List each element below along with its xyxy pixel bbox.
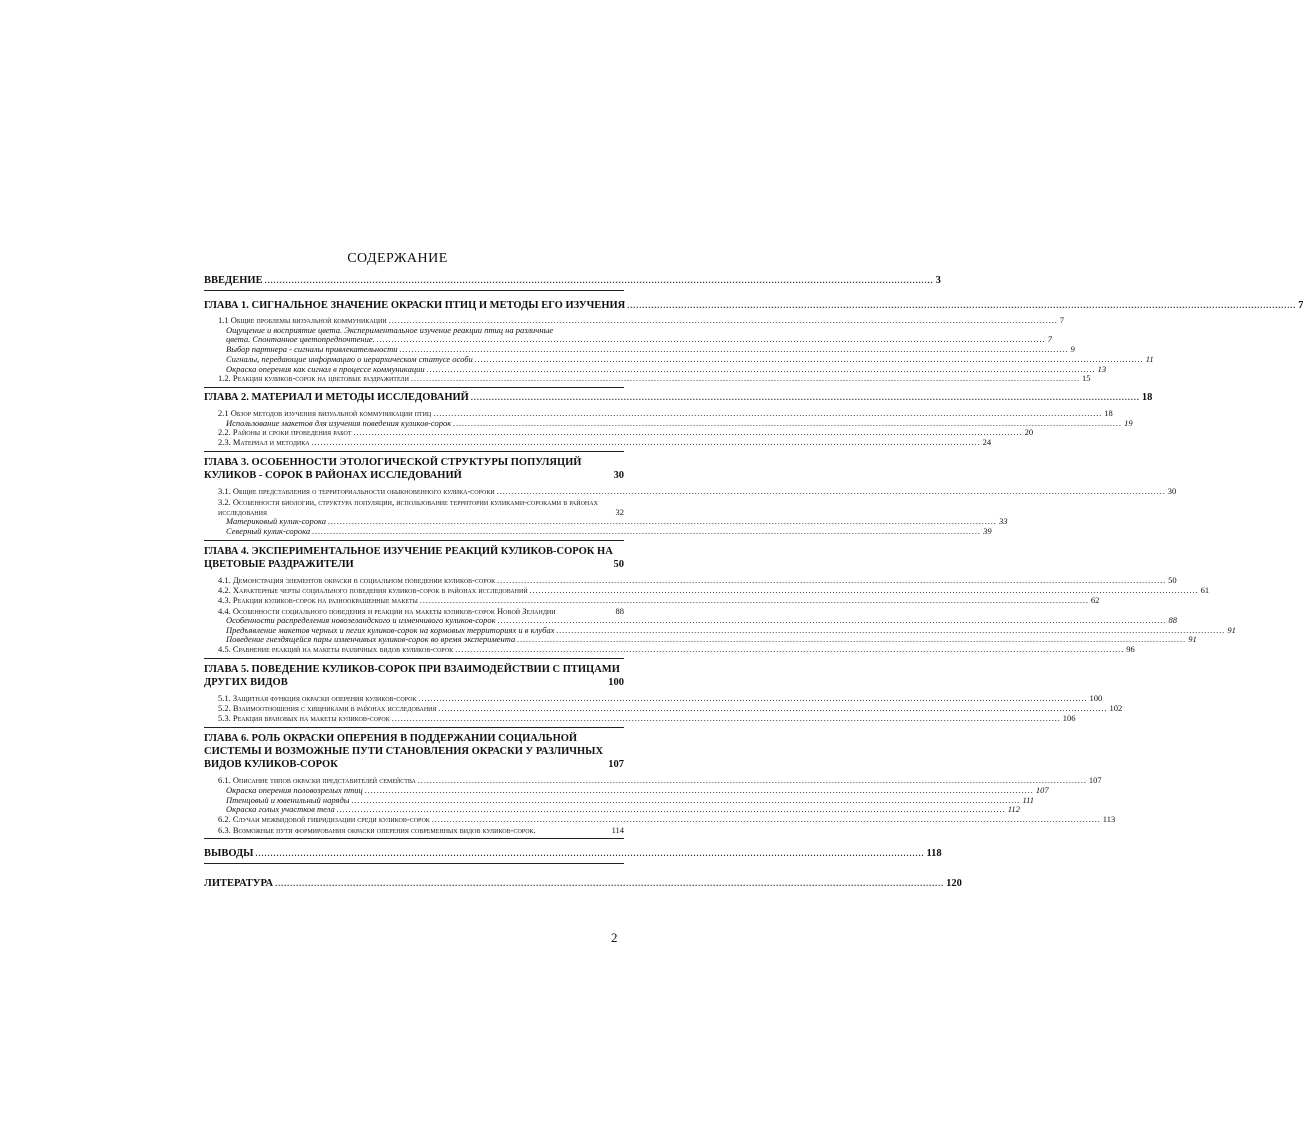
page-number: 2 [611,930,618,945]
leader-dots [275,880,944,889]
table-of-contents [204,275,1303,889]
toc-entry-3-2-b[interactable] [226,526,992,537]
toc-entry-title: 1.1 Общие проблемы визуальной коммуникации [218,315,387,326]
toc-entry-title: 5.2. Взаимоотношения с хищниками в районах исследования [218,703,437,714]
toc-entry-conclusions[interactable] [204,848,942,860]
toc-entry-chapter-5[interactable] [204,663,624,689]
leader-dots [497,488,1166,497]
toc-entry-page: 33 [998,516,1008,527]
toc-entry-page: 88 [615,605,624,616]
toc-entry-page: 11 [1145,353,1154,364]
leader-dots [400,346,1069,355]
toc-entry-chapter-6[interactable] [204,732,624,771]
toc-entry-page: 18 [1141,392,1153,404]
toc-entry-page: 107 [1088,775,1102,785]
toc-entry-title: 1.2. Реакция куликов-сорок на цветовые раздражители [218,373,409,384]
leader-dots [427,366,1096,375]
divider [204,290,624,291]
toc-entry-6-2[interactable] [218,814,1116,825]
toc-entry-title: 6.2. Случаи межвидовой гибридизации среди куликов-сорок [218,814,430,825]
toc-entry-chapter-4[interactable] [204,545,624,571]
toc-entry-title: Окраска оперения половозрелых птиц [226,784,363,795]
toc-entry-page: 30 [1167,486,1177,497]
toc-entry-title: ГЛАВА 4. ЭКСПЕРИМЕНТАЛЬНОЕ ИЗУЧЕНИЕ РЕАКЦИЙ КУЛИКОВ-СОРОК НА ЦВЕТОВЫЕ РАЗДРАЖИТЕЛИ [204,545,613,571]
toc-entry-1-2[interactable] [218,373,1091,384]
toc-entry-chapter-3[interactable] [204,456,624,482]
leader-dots [354,429,1023,438]
leader-dots [337,806,1006,815]
toc-entry-page: 39 [983,526,992,537]
toc-entry-page: 100 [608,677,624,689]
toc-entry-4-3[interactable] [218,594,1100,606]
divider [204,451,624,452]
toc-entry-title: 3.1. Общие представления о территориальности обыкновенного кулика-сороки [218,486,495,497]
leader-dots [475,356,1144,365]
toc-entry-title: Птенцовый и ювенильный наряды [226,794,350,805]
toc-entry-title: Сигналы, передающие информацию о иерархическом статусе особи [226,353,473,364]
toc-entry-title: Окраска оперения как сигнал в процессе коммуникации [226,363,425,374]
leader-dots [352,797,1021,806]
toc-entry-chapter-2[interactable] [204,392,1153,404]
leader-dots [256,850,925,859]
toc-entry-title: Предъявление макетов черных и пегих куликов-сорок на кормовых территориях и в клубах [226,624,555,635]
toc-entry-title: ГЛАВА 6. РОЛЬ ОКРАСКИ ОПЕРЕНИЯ В ПОДДЕРЖАНИИ СОЦИАЛЬНОЙ СИСТЕМЫ И ВОЗМОЖНЫЕ ПУТИ СТАНОВЛЕНИЯ ОКРАСКИ У РАЗЛИЧНЫХ ВИДОВ КУЛИКОВ-СОРОК [204,732,604,770]
leader-dots [517,636,1186,645]
toc-entry-title: Поведение гнездящейся пары изменчивых куликов-сорок во время эксперимента [226,634,516,645]
toc-entry-page: 3 [935,275,941,286]
leader-dots [455,646,1124,655]
toc-entry-title: ГЛАВА 2. МАТЕРИАЛ И МЕТОДЫ ИССЛЕДОВАНИЙ [204,392,469,404]
leader-dots [453,420,1122,429]
toc-entry-page: 107 [1035,784,1049,795]
leader-dots [471,394,1140,403]
toc-entry-page: 19 [1124,417,1133,428]
divider [204,838,624,839]
toc-entry-page: 7 [1059,315,1064,326]
toc-entry-title: 6.3. Возможные пути формирования окраски оперения современных видов куликов-сорок. [218,824,536,835]
toc-entry-3-2[interactable] [218,497,624,517]
toc-entry-page: 88 [1168,614,1178,625]
toc-entry-page: 113 [1102,814,1116,825]
toc-entry-page: 30 [613,470,624,482]
toc-entry-title: ГЛАВА 1. СИГНАЛЬНОЕ ЗНАЧЕНИЕ ОКРАСКИ ПТИЦ И МЕТОДЫ ЕГО ИЗУЧЕНИЯ [204,299,626,311]
toc-entry-page: 100 [1089,693,1103,704]
toc-entry-title: 4.3. Реакции куликов-сорок на разноокрашенные макеты [218,594,418,605]
toc-entry-title: 4.5. Сравнение реакций на макеты различных видов куликов-сорок [218,644,454,655]
toc-entry-title: 2.2. Районы и сроки проведения работ [218,427,352,438]
toc-entry-page: 50 [613,559,624,571]
toc-entry-title: Окраска голых участков тела [226,804,335,815]
toc-entry-introduction[interactable] [204,275,941,287]
toc-entry-3-1[interactable] [218,486,1177,497]
leader-dots [433,410,1102,419]
toc-entry-page: 102 [1109,703,1123,714]
toc-entry-title: 2.3. Материал и методика [218,437,310,448]
toc-entry-page: 18 [1104,407,1113,418]
toc-entry-title: 4.1. Демонстрация элементов окраски в социальном поведении куликов-сорок [218,575,496,586]
toc-entry-page: 7 [1298,299,1303,311]
leader-dots [627,302,1296,311]
toc-entry-literature[interactable] [204,877,962,890]
leader-dots [365,787,1034,796]
leader-dots [328,518,997,527]
leader-dots [418,695,1087,704]
toc-entry-4-5[interactable] [218,644,1135,655]
toc-entry-page: 106 [1062,712,1076,723]
toc-entry-title: ВЫВОДЫ [204,848,254,860]
toc-entry-page: 114 [611,824,624,835]
toc-entry-6-3[interactable] [218,825,624,835]
divider [204,863,624,864]
toc-entry-page: 62 [1090,594,1100,605]
toc-entry-title: 3.2. Особенности биологии, структура популяции, использование территории куликами-сороками в районах исследования [218,497,598,518]
toc-entry-page: 50 [1168,575,1177,586]
toc-entry-chapter-1[interactable] [204,299,1303,312]
leader-dots [420,597,1089,606]
toc-entry-title: цвета. Спонтанное цветопредпочтение. [226,334,375,345]
toc-entry-title: ГЛАВА 5. ПОВЕДЕНИЕ КУЛИКОВ-СОРОК ПРИ ВЗАИМОДЕЙСТВИИ С ПТИЦАМИ ДРУГИХ ВИДОВ [204,663,620,689]
toc-entry-page: 61 [1200,585,1210,596]
divider [204,387,624,388]
toc-entry-page: 91 [1188,634,1197,645]
toc-entry-page: 13 [1097,363,1107,374]
toc-entry-title: ГЛАВА 3. ОСОБЕННОСТИ ЭТОЛОГИЧЕСКОЙ СТРУКТУРЫ ПОПУЛЯЦИЙ КУЛИКОВ - СОРОК В РАЙОНАХ ИССЛЕДОВАНИЙ [204,456,582,482]
toc-entry-page: 118 [926,848,942,860]
toc-entry-5-3[interactable] [218,712,1076,724]
toc-entry-page: 32 [615,507,624,518]
leader-dots [418,777,1087,786]
toc-entry-page: 9 [1070,344,1075,355]
toc-entry-title: 5.3. Реакция врановых на макеты куликов-сорок [218,712,390,723]
leader-dots [498,617,1167,626]
toc-entry-title: 4.2. Характерные черты социального поведения куликов-сорок в районах исследований [218,585,528,596]
toc-entry-page: 111 [1022,794,1035,805]
toc-entry-2-3[interactable] [218,437,992,448]
toc-entry-title: Использование макетов для изучения поведения куликов-сорок [226,417,452,428]
toc-entry-title: 2.1 Обзор методов изучения визуальной коммуникации птиц [218,407,432,418]
toc-entry-page: 96 [1126,644,1135,655]
toc-entry-title: 4.4. Особенности социального поведения и реакции на макеты куликов-сорок Новой Зеландии [218,605,556,616]
divider [204,540,624,541]
divider [204,727,624,728]
toc-entry-title: ВВЕДЕНИЕ [204,275,263,286]
toc-entry-page: 24 [982,437,992,448]
toc-entry-page: 15 [1081,373,1091,384]
toc-entry-title: Материковый кулик-сорока [226,516,326,527]
toc-entry-title: Особенности распределения новозеландского и изменчивого куликов-сорок [226,614,496,625]
leader-dots [265,277,934,286]
leader-dots [377,336,1046,345]
leader-dots [312,528,981,537]
divider [204,658,624,659]
leader-dots [312,439,981,448]
toc-entry-title: 5.1. Защитная функция окраски оперения куликов-сорок [218,693,417,704]
toc-entry-page: 91 [1227,624,1236,635]
leader-dots [411,375,1080,384]
toc-entry-title: Ощущение и восприятие цвета. Экспериментальное изучение реакции птиц на различные [226,324,554,335]
leader-dots [497,577,1166,586]
toc-entry-page: 112 [1007,804,1020,815]
toc-entry-page: 120 [946,877,962,889]
toc-entry-title: Северный кулик-сорока [226,526,311,537]
toc-entry-title: ЛИТЕРАТУРА [204,877,274,889]
toc-entry-page: 20 [1024,427,1034,438]
toc-entry-page: 7 [1047,334,1053,345]
leader-dots [392,715,1061,724]
leader-dots [556,627,1225,636]
toc-entry-title: Выбор партнера - сигналы привлекательности [226,344,398,355]
page-title: СОДЕРЖАНИЕ [347,251,448,266]
toc-entry-page: 107 [608,758,624,770]
toc-entry-title: 6.1. Описание типов окраски представителей семейства [218,775,416,785]
leader-dots [439,705,1108,714]
leader-dots [432,816,1101,825]
